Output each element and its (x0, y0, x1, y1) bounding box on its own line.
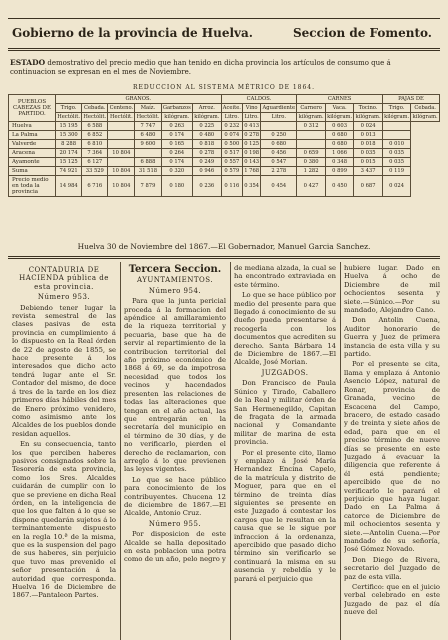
page-header (10, 22, 438, 44)
table-cell: 0 249 (193, 158, 222, 167)
table-unit-row (9, 113, 440, 122)
table-col-row (9, 104, 440, 113)
table-cell: 0 263 (161, 122, 193, 131)
table-cell: 15 300 (56, 131, 82, 140)
col-header: Aguardiente (262, 105, 296, 111)
table-cell: 0 687 (354, 176, 383, 197)
table-cell (261, 122, 297, 131)
table-cell: 2 278 (261, 167, 297, 176)
unit-header: Litro. (261, 113, 297, 122)
table-cell: 0 454 (261, 176, 297, 197)
unit-header: Hectólit. (136, 114, 160, 120)
table-cell: 0 278 (244, 132, 260, 138)
table-cell: 0 480 (193, 131, 222, 140)
column-4 (344, 264, 440, 640)
paragraph: Por el presente se cita, llama y emplaza á Antonio Asencio López, natural de Ronar, provincia de Granada, vecino de Escacena del Campo, bracero, de estado casado y de treinta y siete años de edad, para que en el preciso término de nueve días se presente en este Juzgado á evacuar la diligencia que referente á él está pendiente; apercibido que de no verificarlo le parará el perjuicio que haya lugar. Dado en La Palma á catorce de Diciembre de mil ochocientos sesenta y siete.—Antolin Cuena.—Por mandado de su señoría, José Gómez Novado. (344, 360, 440, 554)
row-label: Huelva (9, 122, 56, 131)
table-cell: 0 354 (243, 176, 261, 197)
col-header: Aceite. (222, 105, 241, 111)
paragraph: Certifico: que en el juicio verbal celebrado en este Juzgado de paz el día nueve del (344, 583, 440, 617)
table-cell: 0 125 (244, 141, 260, 147)
table-cell: 0 946 (193, 167, 222, 176)
table-cell: 1 066 (325, 149, 354, 158)
table-cell: 0 015 (354, 158, 383, 167)
table-row (9, 167, 440, 176)
table-cell: 0 174 (161, 131, 193, 140)
footer-rule-2 (8, 258, 440, 259)
table-cell: 0 174 (161, 158, 193, 167)
pueblos-header: PUEBLOS CABEZAS DE PARTIDO. (9, 95, 56, 122)
contaduria-heading: CONTADURIA DE HACIENDA pública de esta provincia. (19, 266, 109, 291)
table-cell: 0 579 (221, 167, 243, 176)
paragraph: de mediana alzada, la cual se ha encontrado extraviada en este término. (234, 264, 336, 289)
table-cell: 0 557 (221, 158, 243, 167)
table-cell: 0 074 (221, 131, 243, 140)
paragraph: Por el presente cito, llamo y emplazo á José María Hernandez Encina Capelo, de la matrícula y distrito de Moguer, para que en el término de treinta días siguientes se presente en este Juzgado á contestar los cargos que le resultan en la causa que se le sigue por infraccion á la ordenanza, apercibido que pasado dicho término sin verificarlo se continuará la misma en su ausencia y rebeldía y le parará el perjuicio que (234, 448, 336, 583)
notice-number: Número 955. (148, 519, 202, 528)
col-header: Trigo. (382, 104, 411, 113)
table-footer: Huelva 30 de Noviembre del 1867.—El Gobernador, Manuel Garcia Sanchez. (77, 242, 371, 251)
table-cell: 0 225 (193, 122, 222, 131)
col-header: Trigo. (56, 104, 82, 113)
table-cell: 0 427 (297, 176, 326, 197)
table-cell: 3 437 (354, 167, 383, 176)
table-cell: 20 174 (56, 149, 82, 158)
table-cell: 0 380 (297, 158, 326, 167)
table-cell: 0 312 (297, 122, 326, 131)
table-cell: 0 278 (193, 149, 222, 158)
header-rule (8, 48, 440, 49)
unit-header: Litro. (244, 114, 259, 120)
table-cell: 6 588 (82, 122, 108, 131)
table-cell (108, 131, 135, 140)
col-header: Carnero (297, 104, 326, 113)
col-header: Vaca. (325, 104, 354, 113)
unit-header: kilógram. (384, 114, 410, 120)
table-cell: 74 921 (56, 167, 82, 176)
table-cell: 15 125 (56, 158, 82, 167)
unit-header: Hectólit. (108, 113, 135, 122)
table-row (9, 176, 440, 197)
group-granos: GRANOS. (56, 95, 222, 104)
table-cell: 6 127 (82, 158, 108, 167)
table-row (9, 140, 440, 149)
unit-header: Litro. (221, 113, 243, 122)
table-cell: 15 195 (56, 122, 82, 131)
table-cell: 0 035 (382, 149, 411, 158)
col-header: Garbanzos (162, 105, 191, 111)
table-cell: 14 984 (56, 176, 82, 197)
section-subtitle: AYUNTAMIENTOS. (136, 276, 214, 285)
paragraph: Don Diego de Rivera, secretario del Juzgado de paz de esta villa. (344, 555, 440, 581)
table-cell (108, 122, 135, 131)
paragraph: Don Antolin Cuena, Auditor honorario de Guerra y Juez de primera instancia de esta villa y su partido. (344, 316, 440, 359)
unit-header: kilógram. (161, 113, 193, 122)
table-cell: 0 456 (261, 149, 297, 158)
table-cell: 0 547 (261, 158, 297, 167)
table-cell: 6 852 (82, 131, 108, 140)
table-cell: 0 236 (193, 176, 222, 197)
paragraph: Debiendo tener lugar la revista semestral de las clases pasivas de esta provincia en cumplimiento á lo dispuesto en la Real órden de 22 de agosto de 1855, se hace presente á los interesados que dicho acto tendrá lugar ante el Sr. Contador del mismo, de doce á tres de la tarde en los diez primeros días hábiles del mes de Enero próximo venidero, como asimismo ante los Alcaldes de los pueblos donde residan aquellos. (12, 303, 116, 438)
col-header: Centeno. (109, 105, 134, 111)
unit-header: kilógram. (298, 114, 324, 120)
table-cell (382, 122, 411, 131)
col-header: Arroz. (193, 104, 222, 113)
row-label: Precio medio en toda la provincia (9, 176, 56, 197)
table-cell: 0 680 (261, 140, 297, 149)
juzgados-heading: JUZGADOS. (261, 368, 309, 377)
table-cell: 7 747 (135, 122, 161, 131)
table-cell: 10 804 (108, 149, 135, 158)
table-cell: 8 288 (56, 140, 82, 149)
header-right: Seccion de Fomento. (292, 26, 432, 40)
table-cell (297, 140, 326, 149)
prices-table (8, 94, 440, 197)
column-1 (12, 264, 116, 640)
table-body (9, 122, 440, 197)
section-title: Tercera Seccion. (128, 264, 222, 275)
estado-caption (10, 58, 438, 77)
table-cell: 0 024 (354, 122, 383, 131)
table-cell: 0 659 (297, 149, 326, 158)
notice-number: Número 953. (37, 293, 91, 302)
unit-header: kilógram. (194, 114, 220, 120)
group-pajas: PAJAS DE (382, 95, 439, 104)
reduccion-heading: REDUCCION AL SISTEMA MÉTRICO DE 1864. (132, 84, 316, 91)
group-carnes: CARNES (297, 95, 383, 104)
table-cell: 0 010 (382, 140, 411, 149)
table-row (9, 122, 440, 131)
table-cell: 0 348 (325, 158, 354, 167)
paragraph: Para que la junta pericial proceda á la formacion del apéndice al amillaramiento de la riqueza territorial y pecuaria, base que ha de servir al repartimiento de la contribucion territorial del año próximo económico de 1868 á 69, se da impotrosa necesidad que todos los vecinos y hacendados presenten las relaciones de todas las alteraciones que tengan en el año actual, las que entregarán en la secretaría del municipio en el término de 30 días, y de no verificarlo, pierden el derecho de reclamarion, con arreglo á lo que previenen las leyes vigentes. (124, 297, 226, 474)
table-cell: 6 810 (82, 140, 108, 149)
table-cell: 0 320 (161, 167, 193, 176)
footer-rule (8, 256, 440, 257)
column-2 (124, 264, 226, 640)
table-cell (135, 149, 161, 158)
top-rule (8, 18, 440, 19)
table-cell: 0 603 (325, 122, 354, 131)
table-row (9, 131, 440, 140)
table-cell: 0 165 (161, 140, 193, 149)
table-cell: 0 035 (354, 149, 383, 158)
table-cell: 0 013 (354, 131, 383, 140)
table-cell: 0 180 (161, 176, 193, 197)
column-3 (234, 264, 336, 640)
table-cell: 33 529 (82, 167, 108, 176)
table-cell: 0 143 (244, 159, 260, 165)
table-cell (382, 131, 411, 140)
table-cell: 6 888 (135, 158, 161, 167)
table-cell: 0 035 (382, 158, 411, 167)
header-rule-2 (8, 50, 440, 51)
col-header: Maíz. (135, 104, 161, 113)
table-cell (108, 140, 135, 149)
estado-text: demostrativo del precio medio que han tenido en dicha provincia los artículos de consumo que á continuacion se expresan en el mes de Noviembre. (10, 59, 391, 76)
row-label: Suma (9, 167, 56, 176)
table-cell: 6 480 (135, 131, 161, 140)
table-cell: 0 119 (382, 167, 411, 176)
table-cell: 10 804 (108, 176, 135, 197)
header-left: Gobierno de la provincia de Huelva. (12, 26, 253, 40)
col-header: Cebada. (411, 104, 440, 113)
table-cell (297, 131, 326, 140)
estado-label: ESTADO (10, 58, 46, 67)
table-cell: 0 116 (221, 176, 243, 197)
unit-header: Hectólit. (83, 114, 107, 120)
table-cell: 0 018 (354, 140, 383, 149)
table-cell: 7 364 (82, 149, 108, 158)
table-row (9, 158, 440, 167)
paragraph: Por disposicion de este Alcalde se halla depositado en esta poblacion una potra como de un año, pelo negro y (124, 530, 226, 564)
notice-number: Número 954. (148, 286, 202, 295)
table-cell: 0 517 (221, 149, 243, 158)
table-cell: 31 518 (135, 167, 161, 176)
unit-header: kilógram. (355, 114, 381, 120)
table-cell: 0 413 (244, 123, 260, 129)
paragraph: Lo que se hace público por medio del presente para que llegado á conocimiento de su dueño pueda presentarse á recogerla con los documentos que acrediten su derecho. Santa Bárbara 14 de Diciembre de 1867.—El Alcalde, José Morian. (234, 291, 336, 367)
table-cell: 0 024 (382, 176, 411, 197)
table-cell: 0 818 (193, 140, 222, 149)
paragraph: hubiere lugar. Dado en Huelva á ocho de Diciembre de mil ochocientos sesenta y siete.—Súnico.—Por su mandado, Alejandro Cano. (344, 264, 440, 315)
table-cell: 6 716 (82, 176, 108, 197)
paragraph: En su consecuencia, tanto los que perciben haberes pasivos consignados sobre la Tesorería de esta provincia, como los Sres. Alcaldes cuidarán de cumplir con lo que se previene en dicha Real órden, en la inteligencia de que los que falten á lo que se dispone quedarán sujetos á lo terminantemente dispuesto en la regla 10.ª de la misma, que es la suspension del pago de sus haberes, sin perjuicio que tuvo mas prevenido el señor presentación á la autoridad que corresponda. Huelva 16 de Diciembre de 1867.—Pantaleon Partes. (12, 440, 116, 600)
table-cell (108, 158, 135, 167)
paragraph: Lo que se hace público para conocimiento de los contribuyentes. Chucena 12 de diciembre de 1867.—El Alcalde, Antonio Cruz. (124, 475, 226, 518)
row-label: Ayamonte (9, 158, 56, 167)
table-row (9, 149, 440, 158)
table-cell: 0 232 (221, 122, 243, 131)
paragraph: Don Francisco de Paula Súnico y Tirado, Caballero de la Real y militar órden de San Hermenegildo, Capitan de fragata de la armada nacional y Comandante militar de marina de esta provincia. (234, 379, 336, 447)
table-cell: 0 500 (221, 140, 243, 149)
table-cell: 0 680 (325, 131, 354, 140)
table-cell: 0 264 (161, 149, 193, 158)
col-header: Tocino. (354, 104, 383, 113)
table-cell: 1 282 (297, 167, 326, 176)
table-cell: 0 680 (325, 140, 354, 149)
table-cell: 0 450 (325, 176, 354, 197)
col-header: Cebada. (82, 104, 108, 113)
column-separator (120, 262, 121, 640)
column-separator (230, 262, 231, 640)
unit-header: kilógram. (412, 114, 438, 120)
column-separator (340, 262, 341, 640)
table-cell: 7 879 (135, 176, 161, 197)
table-cell: 0 198 (244, 150, 260, 156)
table-cell: 0 899 (325, 167, 354, 176)
table-cell: 10 804 (108, 167, 135, 176)
table-cell: 9 600 (135, 140, 161, 149)
row-label: Valverde (9, 140, 56, 149)
row-label: La Palma (9, 131, 56, 140)
row-label: Aracena (9, 149, 56, 158)
unit-header: kilógram. (327, 114, 353, 120)
col-header: Vino (243, 104, 261, 113)
table-cell: 1 768 (244, 168, 260, 174)
group-caldos: CALDOS. (221, 95, 297, 104)
table-cell: 0 250 (261, 131, 297, 140)
unit-header: Hectólit. (57, 114, 80, 120)
table-group-row (9, 95, 440, 104)
